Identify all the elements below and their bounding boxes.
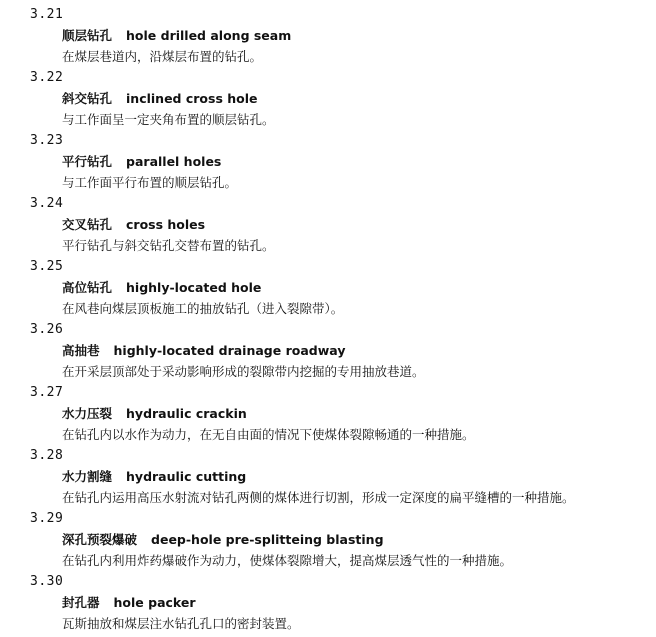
- term-entry: [0, 196, 656, 259]
- term-chinese: 顺层钻孔: [62, 28, 113, 43]
- term-chinese: 斜交钻孔: [62, 91, 113, 106]
- term-heading: [62, 217, 205, 233]
- term-definition: 在钻孔内利用炸药爆破作为动力，使煤体裂隙增大，提高煤层透气性的一种措施。: [62, 553, 513, 568]
- term-english: hydraulic crackin: [126, 406, 247, 421]
- term-chinese: 高抽巷: [62, 343, 100, 358]
- term-english: highly-located drainage roadway: [113, 343, 346, 358]
- term-english: hole packer: [113, 595, 196, 610]
- clause-number: 3.27: [30, 385, 64, 400]
- term-heading: [62, 91, 258, 107]
- term-english: parallel holes: [126, 154, 222, 169]
- clause-number: 3.29: [30, 511, 64, 526]
- term-english: hydraulic cutting: [126, 469, 247, 484]
- clause-number: 3.24: [30, 196, 64, 211]
- clause-number: 3.25: [30, 259, 64, 274]
- term-entry: [0, 385, 656, 448]
- clause-number: 3.23: [30, 133, 64, 148]
- clause-number: 3.30: [30, 574, 64, 589]
- term-heading: [62, 154, 221, 170]
- term-entry: [0, 511, 656, 574]
- term-definition: 与工作面呈一定夹角布置的顺层钻孔。: [62, 112, 275, 127]
- term-english: highly-located hole: [126, 280, 262, 295]
- clause-number: 3.21: [30, 7, 64, 22]
- term-english: hole drilled along seam: [126, 28, 292, 43]
- term-definition: 瓦斯抽放和煤层注水钻孔孔口的密封装置。: [62, 616, 300, 631]
- term-heading: [62, 595, 196, 611]
- term-chinese: 交叉钻孔: [62, 217, 113, 232]
- term-heading: [62, 343, 345, 359]
- term-definition: 在风巷向煤层顶板施工的抽放钻孔（进入裂隙带）。: [62, 301, 344, 316]
- clause-number: 3.22: [30, 70, 64, 85]
- term-english: cross holes: [126, 217, 206, 232]
- term-chinese: 深孔预裂爆破: [62, 532, 138, 547]
- term-chinese: 平行钻孔: [62, 154, 113, 169]
- clause-number: 3.26: [30, 322, 64, 337]
- term-definition: 与工作面平行布置的顺层钻孔。: [62, 175, 238, 190]
- term-entry: [0, 70, 656, 133]
- term-definition: 在煤层巷道内，沿煤层布置的钻孔。: [62, 49, 263, 64]
- term-heading: [62, 280, 261, 296]
- term-definition: 在开采层顶部处于采动影响形成的裂隙带内挖掘的专用抽放巷道。: [62, 364, 425, 379]
- term-heading: [62, 532, 384, 548]
- term-entry: [0, 574, 656, 637]
- term-heading: [62, 406, 247, 422]
- term-entry: [0, 448, 656, 511]
- term-entry: [0, 133, 656, 196]
- term-definition: 平行钻孔与斜交钻孔交替布置的钻孔。: [62, 238, 275, 253]
- term-chinese: 封孔器: [62, 595, 100, 610]
- term-chinese: 高位钻孔: [62, 280, 113, 295]
- clause-number: 3.28: [30, 448, 64, 463]
- term-entry: [0, 322, 656, 385]
- term-entry: [0, 7, 656, 70]
- term-definition: 在钻孔内以水作为动力，在无自由面的情况下使煤体裂隙畅通的一种措施。: [62, 427, 475, 442]
- term-heading: [62, 28, 291, 44]
- term-entry: [0, 259, 656, 322]
- term-heading: [62, 469, 246, 485]
- term-chinese: 水力割缝: [62, 469, 113, 484]
- term-english: deep-hole pre-splitteing blasting: [151, 532, 384, 547]
- term-definition: 在钻孔内运用高压水射流对钻孔两侧的煤体进行切割，形成一定深度的扁平缝槽的一种措施。: [62, 490, 575, 505]
- term-chinese: 水力压裂: [62, 406, 113, 421]
- term-english: inclined cross hole: [126, 91, 258, 106]
